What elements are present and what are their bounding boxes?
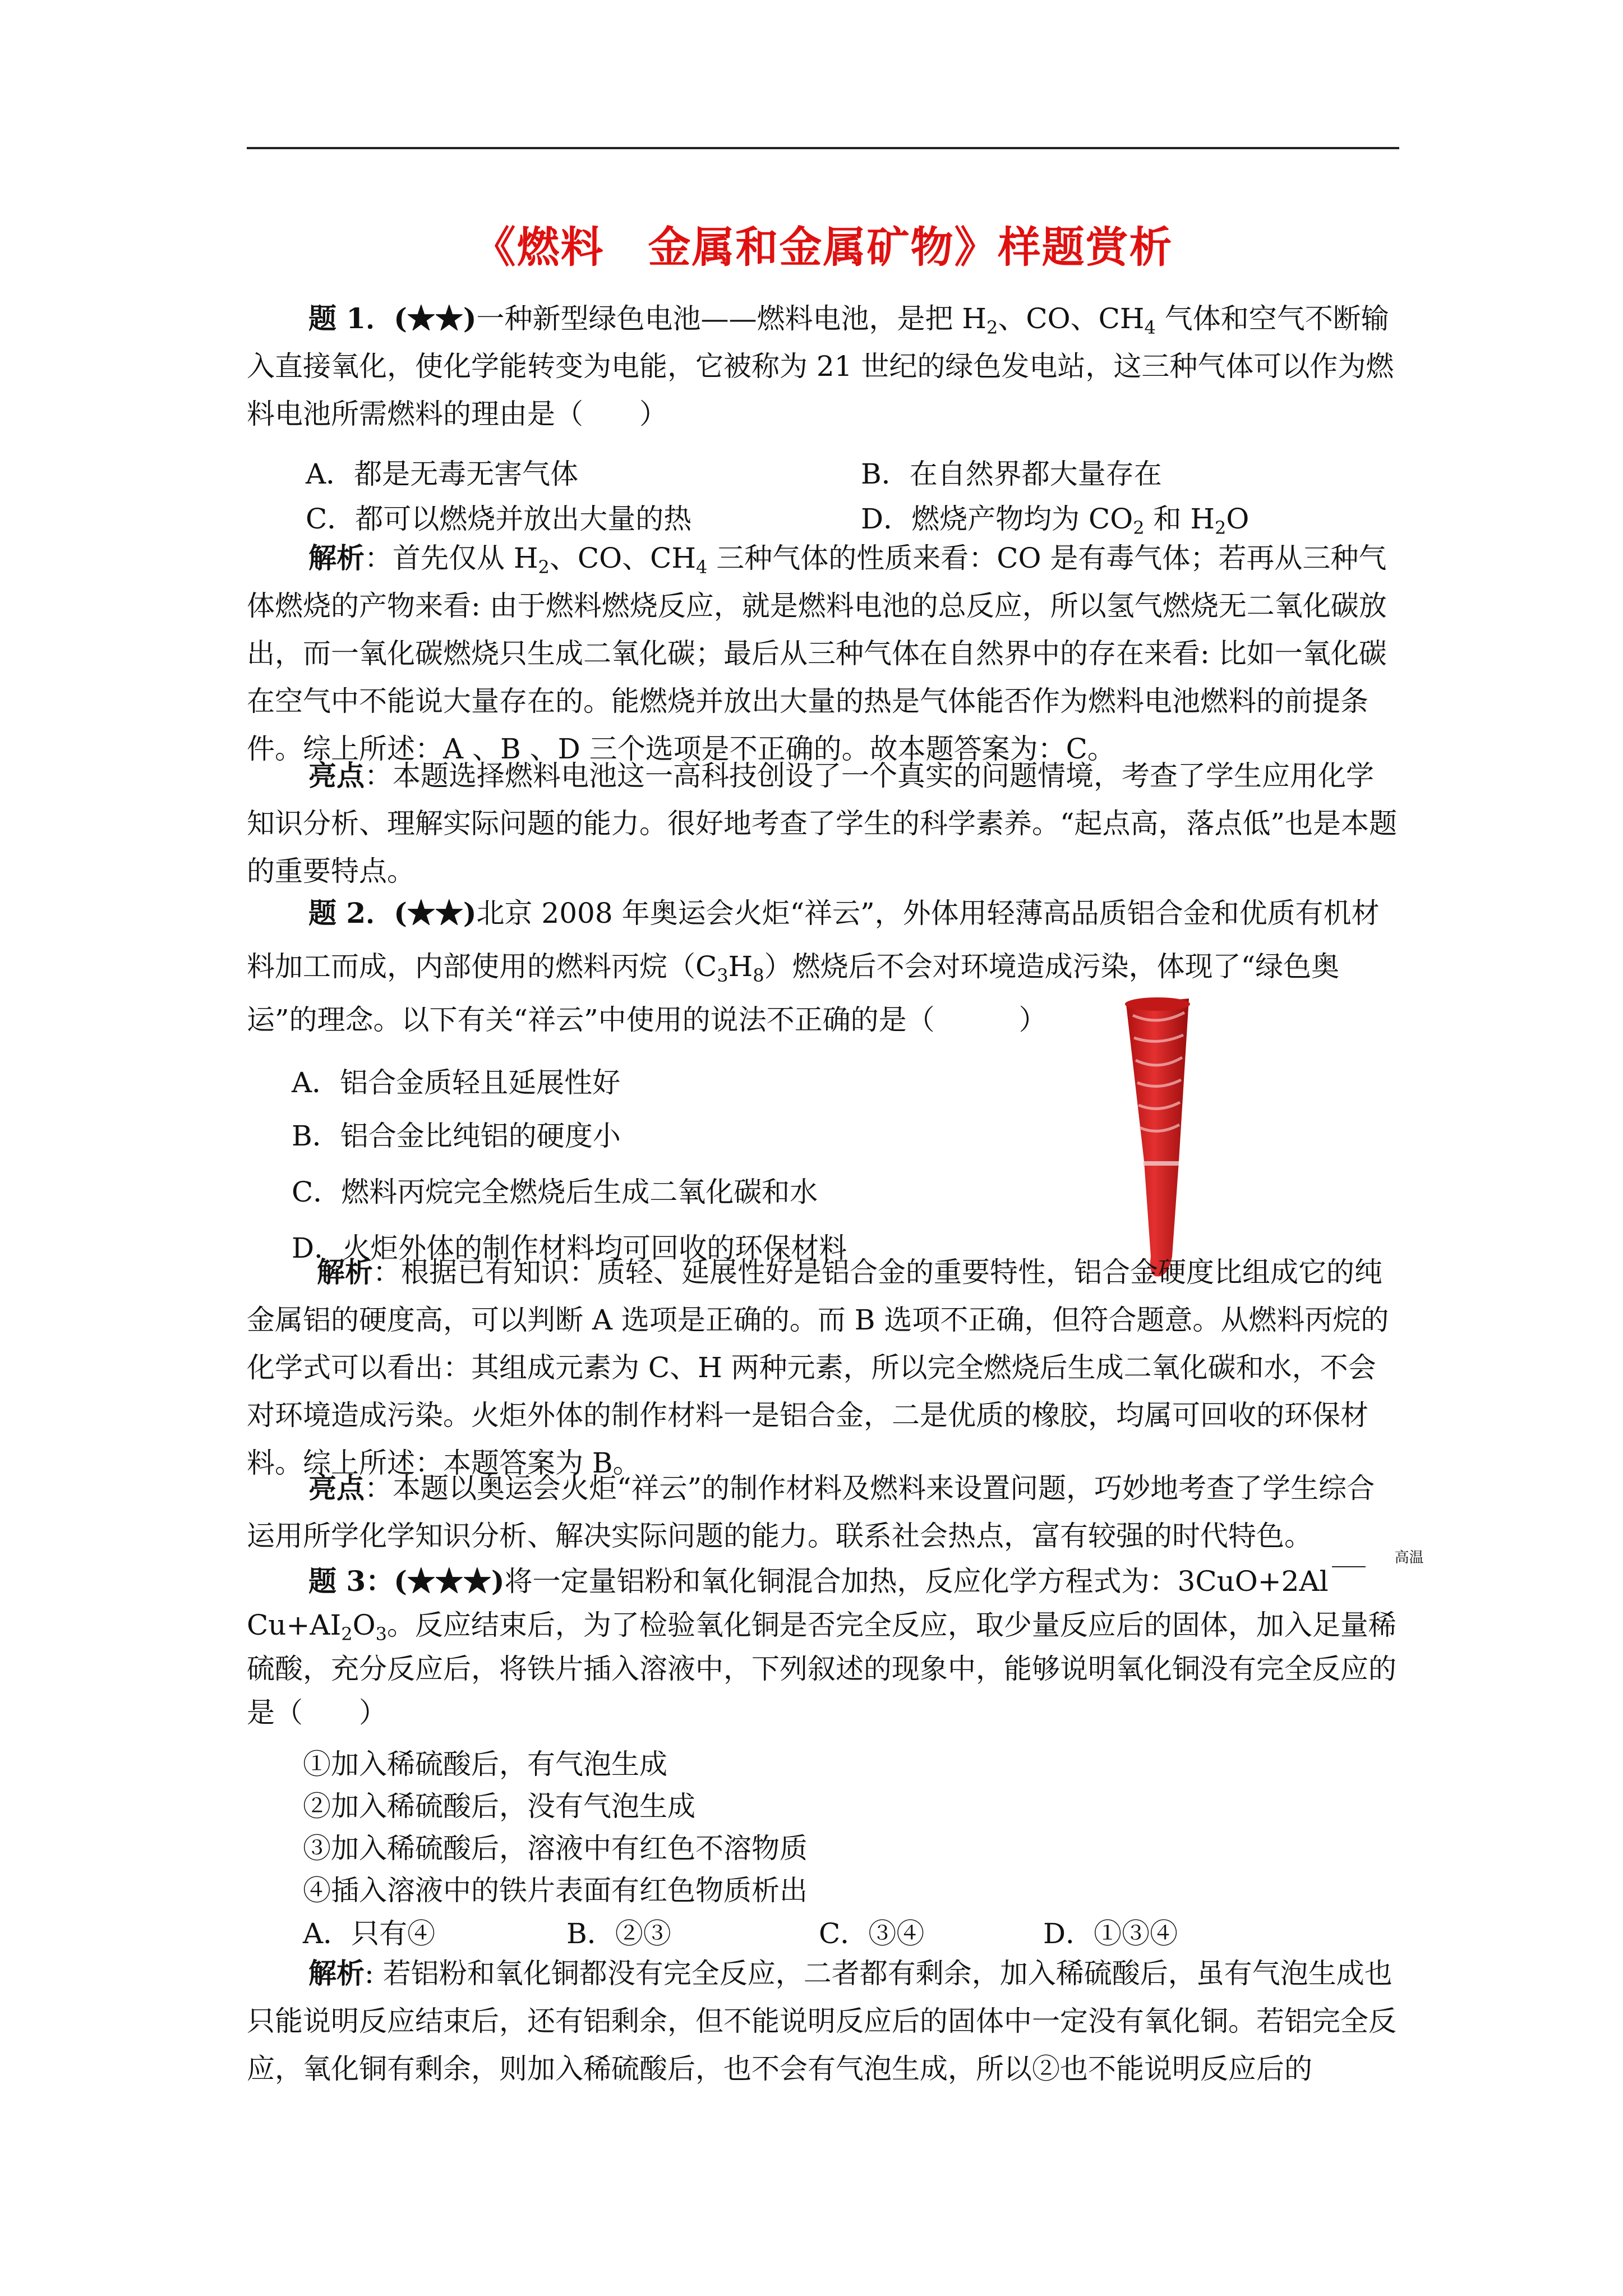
olympic-torch-image	[1105, 993, 1228, 1285]
page-title: 《燃料 金属和金属矿物》样题赏析	[473, 222, 1173, 272]
q3-item-2: ②加入稀硫酸后，没有气泡生成	[303, 1790, 695, 1823]
q1-option-a: A．都是无毒无害气体	[306, 458, 579, 490]
q3-option-b: B．②③	[566, 1917, 671, 1950]
q2-highlight: 亮点：本题以奥运会火炬“祥云”的制作材料及燃料来设置问题，巧妙地考查了学生综合运用所学化学知识分析、解决实际问题的能力。联系社会热点，富有较强的时代特色。	[247, 1471, 1375, 1552]
q3-item-4: ④插入溶液中的铁片表面有红色物质析出	[303, 1874, 808, 1907]
q1-stem: 题 1．(★★)一种新型绿色电池——燃料电池，是把 $H_2$、CO、$CH_4$ 气体和空气不断输入直接氧化，使化学能转变为电能，它被称为 21 世纪的绿色发电站，这三种气体可以作为燃料电池所需燃料的理由是（ ）	[247, 302, 1394, 430]
header-rule	[247, 147, 1399, 149]
q2-option-b: B．铝合金比纯铝的硬度小	[292, 1120, 621, 1152]
q1-analysis: 解析：首先仅从 $H_2$、CO、$CH_4$ 三种气体的性质来看：CO 是有毒气体；若再从三种气体燃烧的产物来看: 由于燃料燃烧反应，就是燃料电池的总反应，所以氢气燃烧无二氧化碳放出，而一氧化碳燃烧只生成二氧化碳；最后从三种气体在自然界中的存在来看: 比如一氧化碳在空气中不能说大量存在的。能燃烧并放出大量的热是气体能否作为燃料电池燃料的前提条件。综上所述：A 、B 、D 三个选项是不正确的。故本题答案为：C。	[247, 541, 1387, 765]
reaction-condition: 高温	[1394, 1549, 1424, 1566]
condition-line	[1332, 1566, 1366, 1567]
q2-analysis: 解析：根据已有知识：质轻、延展性好是铝合金的重要特性，铝合金硬度比组成它的纯金属铝的硬度高，可以判断 A 选项是正确的。而 B 选项不正确，但符合题意。从燃料丙烷的化学式可以看出：其组成元素为 C、H 两种元素，所以完全燃烧后生成二氧化碳和水，不会对环境造成污染。火炬外体的制作材料一是铝合金，二是优质的橡胶，均属可回收的环保材料。综上所述：本题答案为 B。	[247, 1255, 1389, 1479]
q2-stem: 题 2．(★★)北京 2008 年奥运会火炬“祥云”，外体用轻薄高品质铝合金和优质有机材料加工而成，内部使用的燃料丙烷$(C_3H_8)$燃烧后不会对环境造成污染，体现了“绿色奥运”的理念。以下有关“祥云”中使用的说法不正确的是（ ）	[247, 896, 1380, 1036]
q3-item-3: ③加入稀硫酸后，溶液中有红色不溶物质	[303, 1832, 808, 1865]
q1-highlight: 亮点：本题选择燃料电池这一高科技创设了一个真实的问题情境，考查了学生应用化学知识分析、理解实际问题的能力。很好地考查了学生的科学素养。“起点高，落点低”也是本题的重要特点。	[247, 759, 1398, 887]
q3-item-1: ①加入稀硫酸后，有气泡生成	[303, 1748, 667, 1780]
q3-option-d: D．①③④	[1043, 1917, 1178, 1950]
q1-option-b: B．在自然界都大量存在	[861, 458, 1162, 490]
q2-option-d: D．火炬外体的制作材料均可回收的环保材料	[292, 1232, 847, 1264]
q1-option-d: D．燃烧产物均为 $CO_2$ 和 $H_2O$	[861, 503, 1249, 539]
q3-analysis: 解析: 若铝粉和氧化铜都没有完全反应，二者都有剩余，加入稀硫酸后，虽有气泡生成也只能说明反应结束后，还有铝剩余，但不能说明反应后的固体中一定没有氧化铜。若铝完全反应，氧化铜有剩余，则加入稀硫酸后，也不会有气泡生成，所以②也不能说明反应后的	[247, 1957, 1396, 2085]
q3-option-a: A．只有④	[303, 1917, 436, 1950]
q2-option-c: C．燃料丙烷完全燃烧后生成二氧化碳和水	[292, 1176, 818, 1208]
q2-option-a: A．铝合金质轻且延展性好	[292, 1066, 621, 1099]
q3-stem: 题 3：(★★★)将一定量铝粉和氧化铜混合加热，反应化学方程式为：3CuO+2Al 高温 $Cu+AI_2O_3$。反应结束后，为了检验氧化铜是否完全反应，取少量反应后的固体，加入足量稀硫酸，充分反应后，将铁片插入溶液中，下列叙述的现象中，能够说明氧化铜没有完全反应的是（ ）	[247, 1549, 1424, 1729]
q1-option-c: C．都可以燃烧并放出大量的热	[306, 503, 692, 535]
q3-option-c: C．③④	[819, 1917, 925, 1950]
